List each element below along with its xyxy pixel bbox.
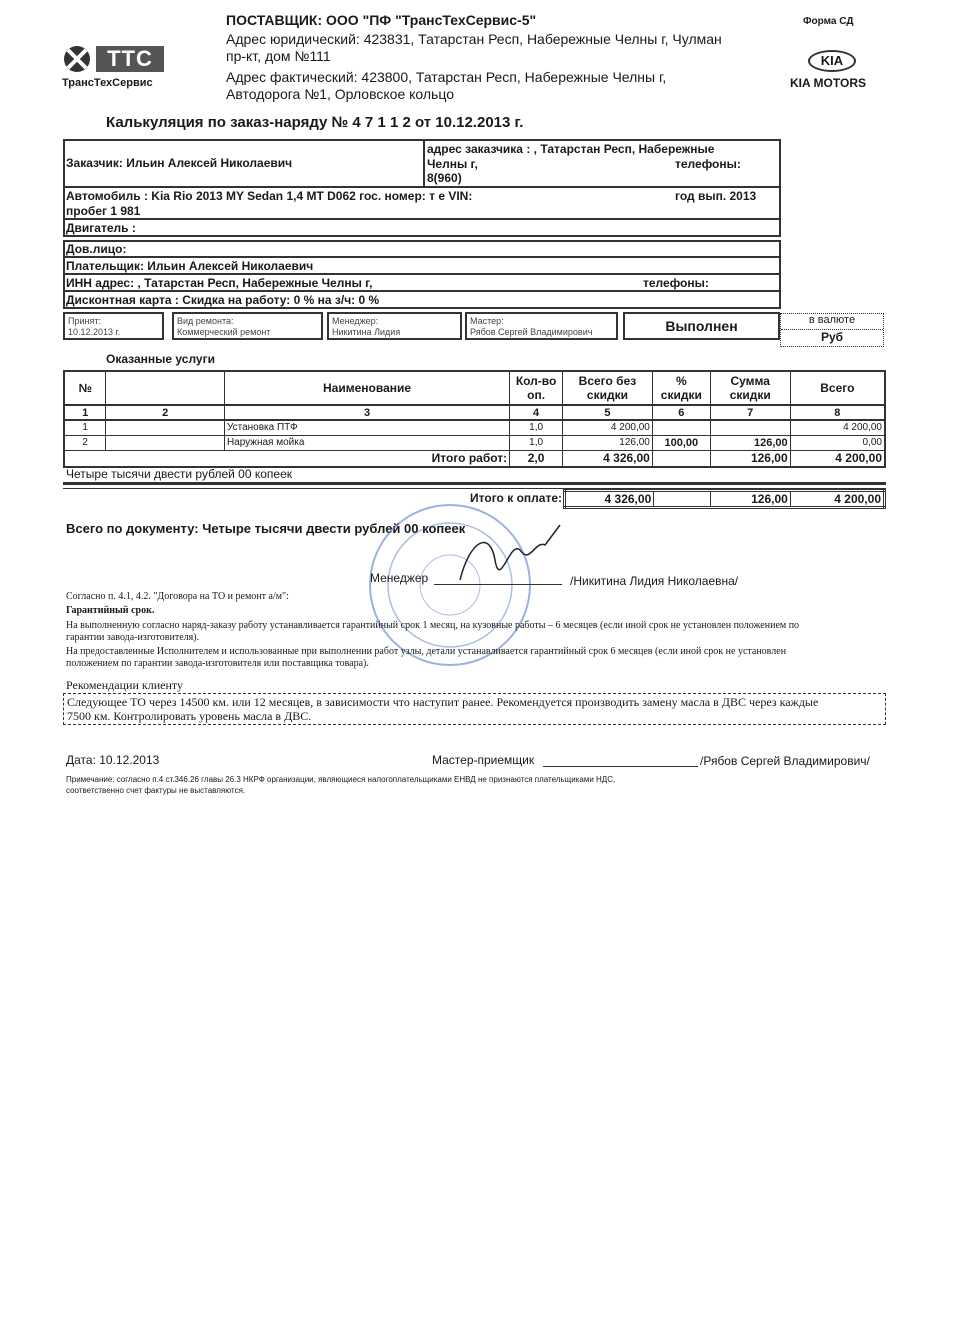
table-row: 2 Наружная мойка 1,0 126,00 100,00 126,00 0,00 xyxy=(64,435,885,450)
engine: Двигатель : xyxy=(66,221,136,235)
currency-box xyxy=(780,313,884,347)
proxy: Дов.лицо: xyxy=(66,242,127,256)
status-badge: Выполнен xyxy=(623,312,780,340)
warranty-text-2: На предоставленные Исполнителем и использованные при выполнении работ узлы, детали устанавливается гарантийный срок 6 месяцев (если иной срок не установлен xyxy=(66,646,787,657)
legal-address-2: пр-кт, дом №111 xyxy=(226,48,331,64)
warranty-heading: Гарантийный срок. xyxy=(66,605,155,616)
supplier-name: ПОСТАВЩИК: ООО "ПФ "ТрансТехСервис-5" xyxy=(226,12,537,28)
terms-intro: Согласно п. 4.1, 4.2. "Договора на ТО и ремонт а/м": xyxy=(66,591,289,602)
master-sign-name: /Рябов Сергей Владимирович/ xyxy=(700,754,870,768)
payer-name: Плательщик: Ильин Алексей Николаевич xyxy=(66,259,314,273)
pay-total-label: Итого к оплате: xyxy=(470,491,562,505)
logo-caption: ТрансТехСервис xyxy=(62,77,153,89)
recommendations-title: Рекомендации клиенту xyxy=(66,678,183,692)
table-row: 1 Установка ПТФ 1,0 4 200,00 4 200,00 xyxy=(64,420,885,435)
kia-logo: KIA xyxy=(808,50,856,72)
actual-address: Адрес фактический: 423800, Татарстан Респ, Набережные Челны г, xyxy=(226,69,667,85)
manager-signature xyxy=(450,520,570,600)
services-title: Оказанные услуги xyxy=(106,352,215,366)
amount-in-words: Четыре тысячи двести рублей 00 копеек xyxy=(66,467,292,481)
warranty-text-2b: положением по гарантии завода-изготовителя или поставщика товара). xyxy=(66,658,369,669)
repair-type-box: Вид ремонта: Коммерческий ремонт xyxy=(172,312,323,340)
manager-sign-name: /Никитина Лидия Николаевна/ xyxy=(570,574,739,588)
customer-name: Заказчик: Ильин Алексей Николаевич xyxy=(66,156,293,170)
logo-text: ТТС xyxy=(96,46,164,72)
note-line-2: соответственно счет фактуры не выставляются. xyxy=(66,786,246,795)
car-year: год вып. 2013 xyxy=(675,189,757,203)
master-sign-label: Мастер-приемщик xyxy=(432,753,535,767)
payer-address: ИНН адрес: , Татарстан Респ, Набережные Челны г, xyxy=(66,276,373,290)
column-numbers: 1 2 3 4 5 6 7 8 xyxy=(64,405,885,420)
document-total: Всего по документу: Четыре тысячи двести рублей 00 копеек xyxy=(66,521,466,536)
pay-total-table: 4 326,00 126,00 4 200,00 xyxy=(563,489,886,509)
warranty-text-1b: гарантии завода-изготовителя). xyxy=(66,632,200,643)
note-line-1: Примечание: согласно п.4 ст.346.26 главы 26.3 НКРФ организации, являющиеся налогоплательщиками ЕНВД не признаются плательщиками НДС, xyxy=(66,775,616,784)
manager-box: Менеджер: Никитина Лидия xyxy=(327,312,462,340)
document-date: Дата: 10.12.2013 xyxy=(66,753,160,767)
currency-value: Руб xyxy=(820,330,844,344)
actual-address-2: Автодорога №1, Орловское кольцо xyxy=(226,86,454,102)
currency-label: в валюте xyxy=(781,314,883,330)
table-header: № Наименование Кол-во оп. Всего без скидки % скидки Сумма скидки Всего xyxy=(64,371,885,405)
warranty-text-1: На выполненную согласно наряд-заказу работу устанавливается гарантийный срок 1 месяц, на кузовные работы – 6 месяцев (если иной срок не установлен положением по xyxy=(66,620,800,631)
customer-address: адрес заказчика : , Татарстан Респ, Набережные xyxy=(427,142,715,156)
customer-phones-label: телефоны: xyxy=(675,157,741,171)
legal-address: Адрес юридический: 423831, Татарстан Респ, Набережные Челны г, Чулман xyxy=(226,31,722,47)
logo-emblem-icon xyxy=(62,44,92,74)
payer-phones-label: телефоны: xyxy=(643,276,709,290)
accepted-box: Принят: 10.12.2013 г. xyxy=(63,312,164,340)
kia-caption: KIA MOTORS xyxy=(790,76,867,90)
document-title: Калькуляция по заказ-наряду № 4 7 1 1 2 от 10.12.2013 г. xyxy=(106,114,524,131)
discount-card: Дисконтная карта : Скидка на работу: 0 % на з/ч: 0 % xyxy=(66,293,380,307)
total-row: Итого работ: 2,0 4 326,00 126,00 4 200,00 xyxy=(64,450,885,467)
master-box: Мастер: Рябов Сергей Владимирович xyxy=(465,312,618,340)
recommendation-line: 7500 км. Контролировать уровень масла в ДВС. xyxy=(67,709,312,723)
recommendations-box xyxy=(63,693,886,725)
customer-address-2: Челны г, xyxy=(427,157,478,171)
car-info: Автомобиль : Kia Rio 2013 MY Sedan 1,4 MT D062 гос. номер: т е VIN: xyxy=(66,189,473,203)
recommendation-line: Следующее ТО через 14500 км. или 12 месяцев, в зависимости что наступит ранее. Рекомендуется производить замену масла в ДВС через каждые xyxy=(67,695,819,709)
ttc-logo xyxy=(62,44,166,94)
form-label: Форма СД xyxy=(803,16,854,27)
customer-phone: 8(960) xyxy=(427,171,462,185)
services-table xyxy=(63,370,886,468)
manager-sign-label: Менеджер xyxy=(370,571,429,585)
car-mileage: пробег 1 981 xyxy=(66,204,141,218)
